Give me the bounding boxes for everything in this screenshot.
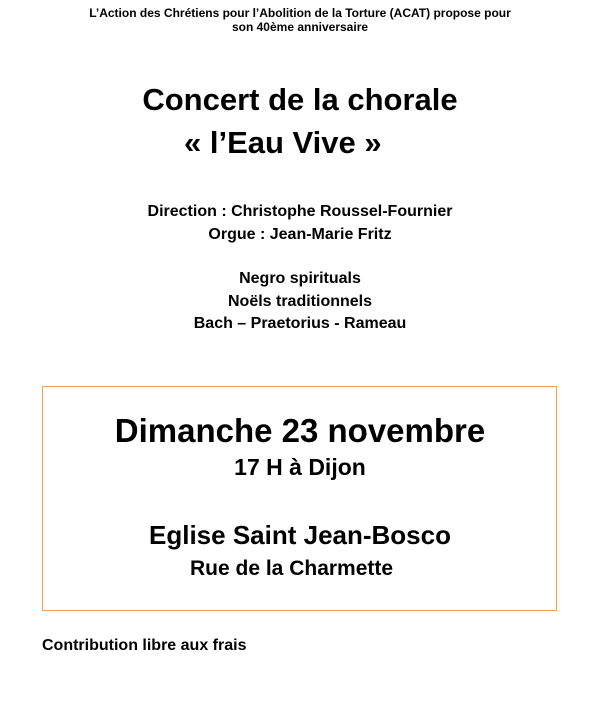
concert-title: Concert de la chorale	[142, 82, 458, 117]
contribution-note: Contribution libre aux frais	[42, 637, 247, 654]
program-item: Negro spirituals	[239, 270, 361, 287]
event-date: Dimanche 23 novembre	[114, 412, 486, 449]
intro-line-2: son 40ème anniversaire	[231, 20, 369, 34]
event-venue: Eglise Saint Jean-Bosco	[149, 520, 451, 550]
direction-credit: Direction : Christophe Roussel-Fournier	[147, 203, 453, 220]
intro-line-1: L’Action des Chrétiens pour l’Abolition de la Torture (ACAT) propose pour	[89, 6, 511, 20]
event-street: Rue de la Charmette	[190, 557, 394, 580]
intro-text	[0, 6, 600, 34]
choir-name: « l’Eau Vive »	[184, 125, 382, 160]
program-item: Bach – Praetorius - Rameau	[193, 315, 407, 332]
organ-credit: Orgue : Jean-Marie Fritz	[208, 226, 392, 243]
program-item: Noëls traditionnels	[227, 293, 373, 310]
event-time-city: 17 H à Dijon	[234, 454, 366, 480]
